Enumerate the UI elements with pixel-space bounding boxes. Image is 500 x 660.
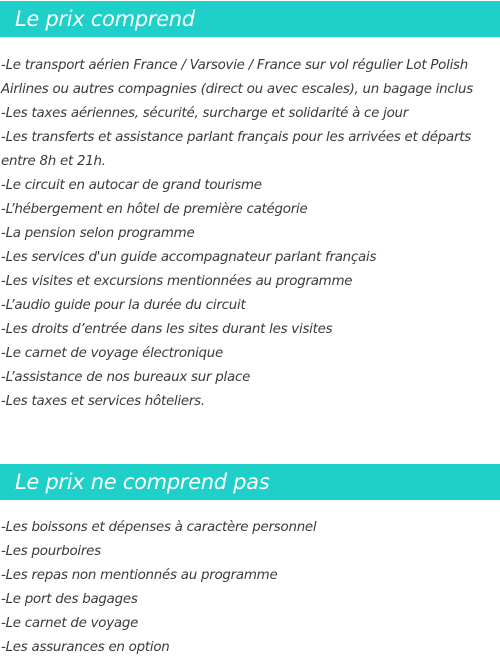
excluded-item: -Le port des bagages [1, 592, 138, 607]
included-item: -L’assistance de nos bureaux sur place [1, 370, 251, 385]
included-item: -La pension selon programme [1, 226, 195, 241]
excluded-item: -Les repas non mentionnés au programme [1, 568, 278, 583]
excluded-items-list [1, 516, 496, 660]
included-item: -Le transport aérien France / Varsovie / France sur vol régulier Lot Polish Airlines ou autres compagnies (direct ou avec escales), un bagage inclus [1, 58, 473, 97]
included-item: -Les services d'un guide accompagnateur parlant français [1, 250, 377, 265]
excluded-section-title: Le prix ne comprend pas [15, 470, 270, 494]
included-item: -L’audio guide pour la durée du circuit [1, 298, 246, 313]
included-item: -Les visites et excursions mentionnées au programme [1, 274, 353, 289]
included-item: -Les taxes et services hôteliers. [1, 394, 205, 409]
included-section-title: Le prix comprend [15, 7, 195, 31]
excluded-item: -Les boissons et dépenses à caractère personnel [1, 520, 317, 535]
included-item: -Les droits d’entrée dans les sites durant les visites [1, 322, 333, 337]
included-item: -Le circuit en autocar de grand tourisme [1, 178, 262, 193]
excluded-item: -Les assurances en option [1, 640, 170, 655]
included-items-list [1, 54, 496, 414]
included-section-header [0, 1, 500, 37]
included-item: -Les transferts et assistance parlant français pour les arrivées et départs entre 8h et 21h. [1, 130, 471, 169]
excluded-item: -Le carnet de voyage [1, 616, 139, 631]
excluded-section-header [0, 464, 500, 500]
included-item: -Le carnet de voyage électronique [1, 346, 224, 361]
excluded-item: -Les pourboires [1, 544, 101, 559]
included-item: -Les taxes aériennes, sécurité, surcharge et solidarité à ce jour [1, 106, 409, 121]
included-item: -L’hébergement en hôtel de première catégorie [1, 202, 308, 217]
